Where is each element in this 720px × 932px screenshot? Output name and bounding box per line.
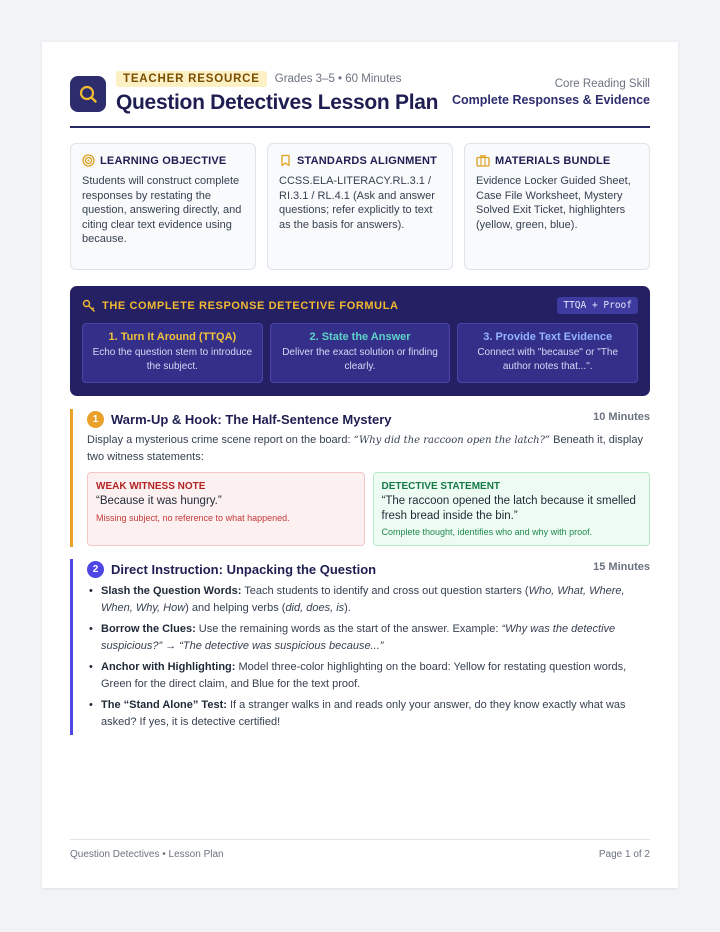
item-text: Use the remaining words as the start of the answer. Example: [195,623,502,635]
formula-step-2 [270,323,451,383]
list-item [87,697,650,731]
crime-question: “Why did the raccoon open the latch?” [353,435,551,446]
footer-title: Question Detectives • Lesson Plan [70,849,224,860]
header-text [116,70,438,115]
standards-alignment-card [267,143,453,270]
item-text: Teach students to identify and cross out question starters ( [241,585,529,597]
magnifier-icon [70,76,106,112]
section-number: 1 [87,411,104,428]
item-text: Model three-color highlighting on the board: Yellow for restating question words, Green for the direct claim, and Blue for the text proof. [101,661,627,690]
item-emphasis: Who, What, Where, When, Why, How [101,585,625,614]
item-emphasis: “Why was the detective suspicious?” → “The detective was suspicious because...” [101,623,616,652]
section-title: Warm-Up & Hook: The Half-Sentence Mystery [111,411,392,427]
page-number: Page 1 of 2 [598,849,650,860]
card-body: CCSS.ELA-LITERACY.RL.3.1 / RI.3.1 / RL.4.1 (Ask and answer questions; refer explicitly to text as the basis for answers). [279,175,435,231]
step-description: Connect with "because" or "The author notes that...". [477,347,619,372]
witness-label: WEAK WITNESS NOTE [96,481,206,492]
lesson-plan-page [42,42,678,888]
witness-note: Missing subject, no reference to what happened. [96,512,290,523]
card-title: MATERIALS BUNDLE [495,154,611,167]
list-item [87,659,650,693]
learning-objective-card [70,143,256,270]
formula-step-1 [82,323,263,383]
page-header [70,68,650,128]
materials-bundle-card [464,143,650,270]
detective-formula-panel [70,286,650,396]
skill-label: Core Reading Skill [554,78,650,90]
key-icon [82,299,96,313]
step-description: Echo the question stem to introduce the subject. [92,347,253,372]
page-title: Question Detectives Lesson Plan [116,91,439,114]
witness-quote: “The raccoon opened the latch because it smelled fresh bread inside the bin.” [381,495,636,522]
witness-statements [87,472,650,546]
item-text: If a stranger walks in and reads only your answer, do they know exactly what was asked? If yes, it is detective certified! [101,699,626,728]
overview-cards [70,143,650,270]
section-title: Direct Instruction: Unpacking the Question [111,561,377,577]
intro-text: Beneath it, display two witness statements: [87,434,643,463]
page-content [70,68,650,735]
item-label: The “Stand Alone” Test: [101,699,227,711]
card-title: STANDARDS ALIGNMENT [297,154,438,167]
formula-step-3 [457,323,638,383]
step-title: 3. Provide Text Evidence [483,331,613,343]
target-icon [82,154,95,167]
section-number: 2 [87,561,104,578]
skill-info [452,78,650,107]
step-title: 1. Turn It Around (TTQA) [108,331,237,343]
teacher-resource-badge: TEACHER RESOURCE [116,71,267,87]
section-duration: 15 Minutes [593,561,650,573]
briefcase-icon [476,154,490,167]
step-title: 2. State the Answer [309,331,411,343]
formula-title: THE COMPLETE RESPONSE DETECTIVE FORMULA [102,300,399,312]
card-body: Students will construct complete responses by restating the question, answering directly, and citing clear text evidence using because. [82,175,242,246]
list-item [87,621,650,655]
grades-duration: Grades 3–5 • 60 Minutes [274,73,402,85]
item-text: ). [344,602,351,614]
bookmark-icon [279,154,292,167]
instruction-list [87,583,650,731]
section-warm-up [70,409,650,547]
item-label: Anchor with Highlighting: [101,661,236,673]
witness-note: Complete thought, identifies who and why with proof. [381,527,593,537]
item-label: Slash the Question Words: [101,585,242,597]
item-text: ) and helping verbs ( [185,602,286,614]
item-emphasis: did, does, is [285,602,345,614]
skill-value: Complete Responses & Evidence [452,93,650,107]
card-body: Evidence Locker Guided Sheet, Case File Worksheet, Mystery Solved Exit Ticket, highlighters (yellow, green, blue). [476,175,631,231]
section-direct-instruction [70,559,650,735]
weak-witness-note [87,472,365,546]
formula-steps [82,323,638,383]
item-label: Borrow the Clues: [101,623,196,635]
witness-label: DETECTIVE STATEMENT [381,481,501,492]
card-title: LEARNING OBJECTIVE [100,154,227,167]
step-description: Deliver the exact solution or finding clearly. [282,347,438,372]
section-duration: 10 Minutes [593,411,650,423]
page-footer [70,839,650,860]
section-intro [87,432,650,466]
intro-text: Display a mysterious crime scene report on the board: [87,434,354,446]
witness-quote: “Because it was hungry.” [96,495,222,507]
detective-statement [373,472,651,546]
list-item [87,583,650,617]
formula-tag: TTQA + Proof [557,297,638,314]
